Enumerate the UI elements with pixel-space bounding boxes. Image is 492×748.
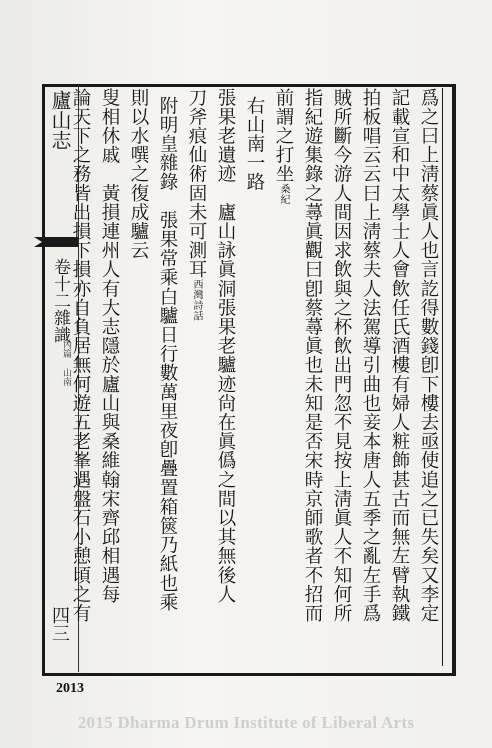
book-title: 廬山志 <box>48 90 72 150</box>
text-column-12: 叟相休戚 黃損連州人有大志隱於廬山與桑維翰宋齊邱相遇每 <box>99 88 120 604</box>
text-column-9-main: 刀斧痕仙術固未可測耳 <box>186 88 207 279</box>
text-column-6 <box>269 88 297 205</box>
text-column-10: 附明皇雜錄 張果常乘白驢日行數萬里夜卽疊置箱篋乃紙也乘 <box>157 96 178 612</box>
volume-title: 卷十二雜識 <box>50 258 70 343</box>
text-column-3: 拍板唱云云曰上淸蔡夫人法駕導引曲也妾本唐人五季之亂左手爲 <box>360 88 381 623</box>
section-label: 內篇 山南 <box>61 340 71 386</box>
text-column-13: 論天下之務皆出損下損亦自負居無何遊五老峯遇盤石小憩頃之有 <box>70 88 91 623</box>
gutter-outer-rule <box>42 84 45 676</box>
text-column-8: 張果老遺迹 廬山詠眞洞張果老驢迹尙在眞僞之間以其無後人 <box>215 88 236 604</box>
text-column-2: 記載宣和中太學士人會飲任氏酒樓有婦人粧飾甚古而無左臂執鐵 <box>389 88 410 623</box>
text-column-4: 賊所斷今游人間因求飲與之杯飲出門忽不見按上淸眞人不知何所 <box>331 88 352 623</box>
text-column-1: 爲之曰上淸蔡眞人也言訖得數錢卽下樓去亟使追之已失矣又李定 <box>418 88 439 623</box>
annotation-sangji: 桑紀 <box>278 183 289 205</box>
watermark-credit: 2015 Dharma Drum Institute of Liberal Arts <box>77 713 415 732</box>
text-column-11: 則以水噀之復成驢云 <box>128 88 149 260</box>
text-column-5: 指紀遊集錄之蕁眞觀曰卽蔡蕁眞也未知是否宋時京師歌者不招而 <box>302 88 323 623</box>
page-number-mark: 四三 <box>49 606 70 642</box>
frame-inner-rule <box>442 88 443 666</box>
section-heading: 右山南一路 <box>244 96 265 192</box>
annotation-xiwan: 西灣詩話 <box>191 279 202 322</box>
folio-number: 2013 <box>56 681 84 696</box>
text-column-6-main: 前謂之打坐 <box>273 88 294 184</box>
text-column-9 <box>182 88 210 321</box>
